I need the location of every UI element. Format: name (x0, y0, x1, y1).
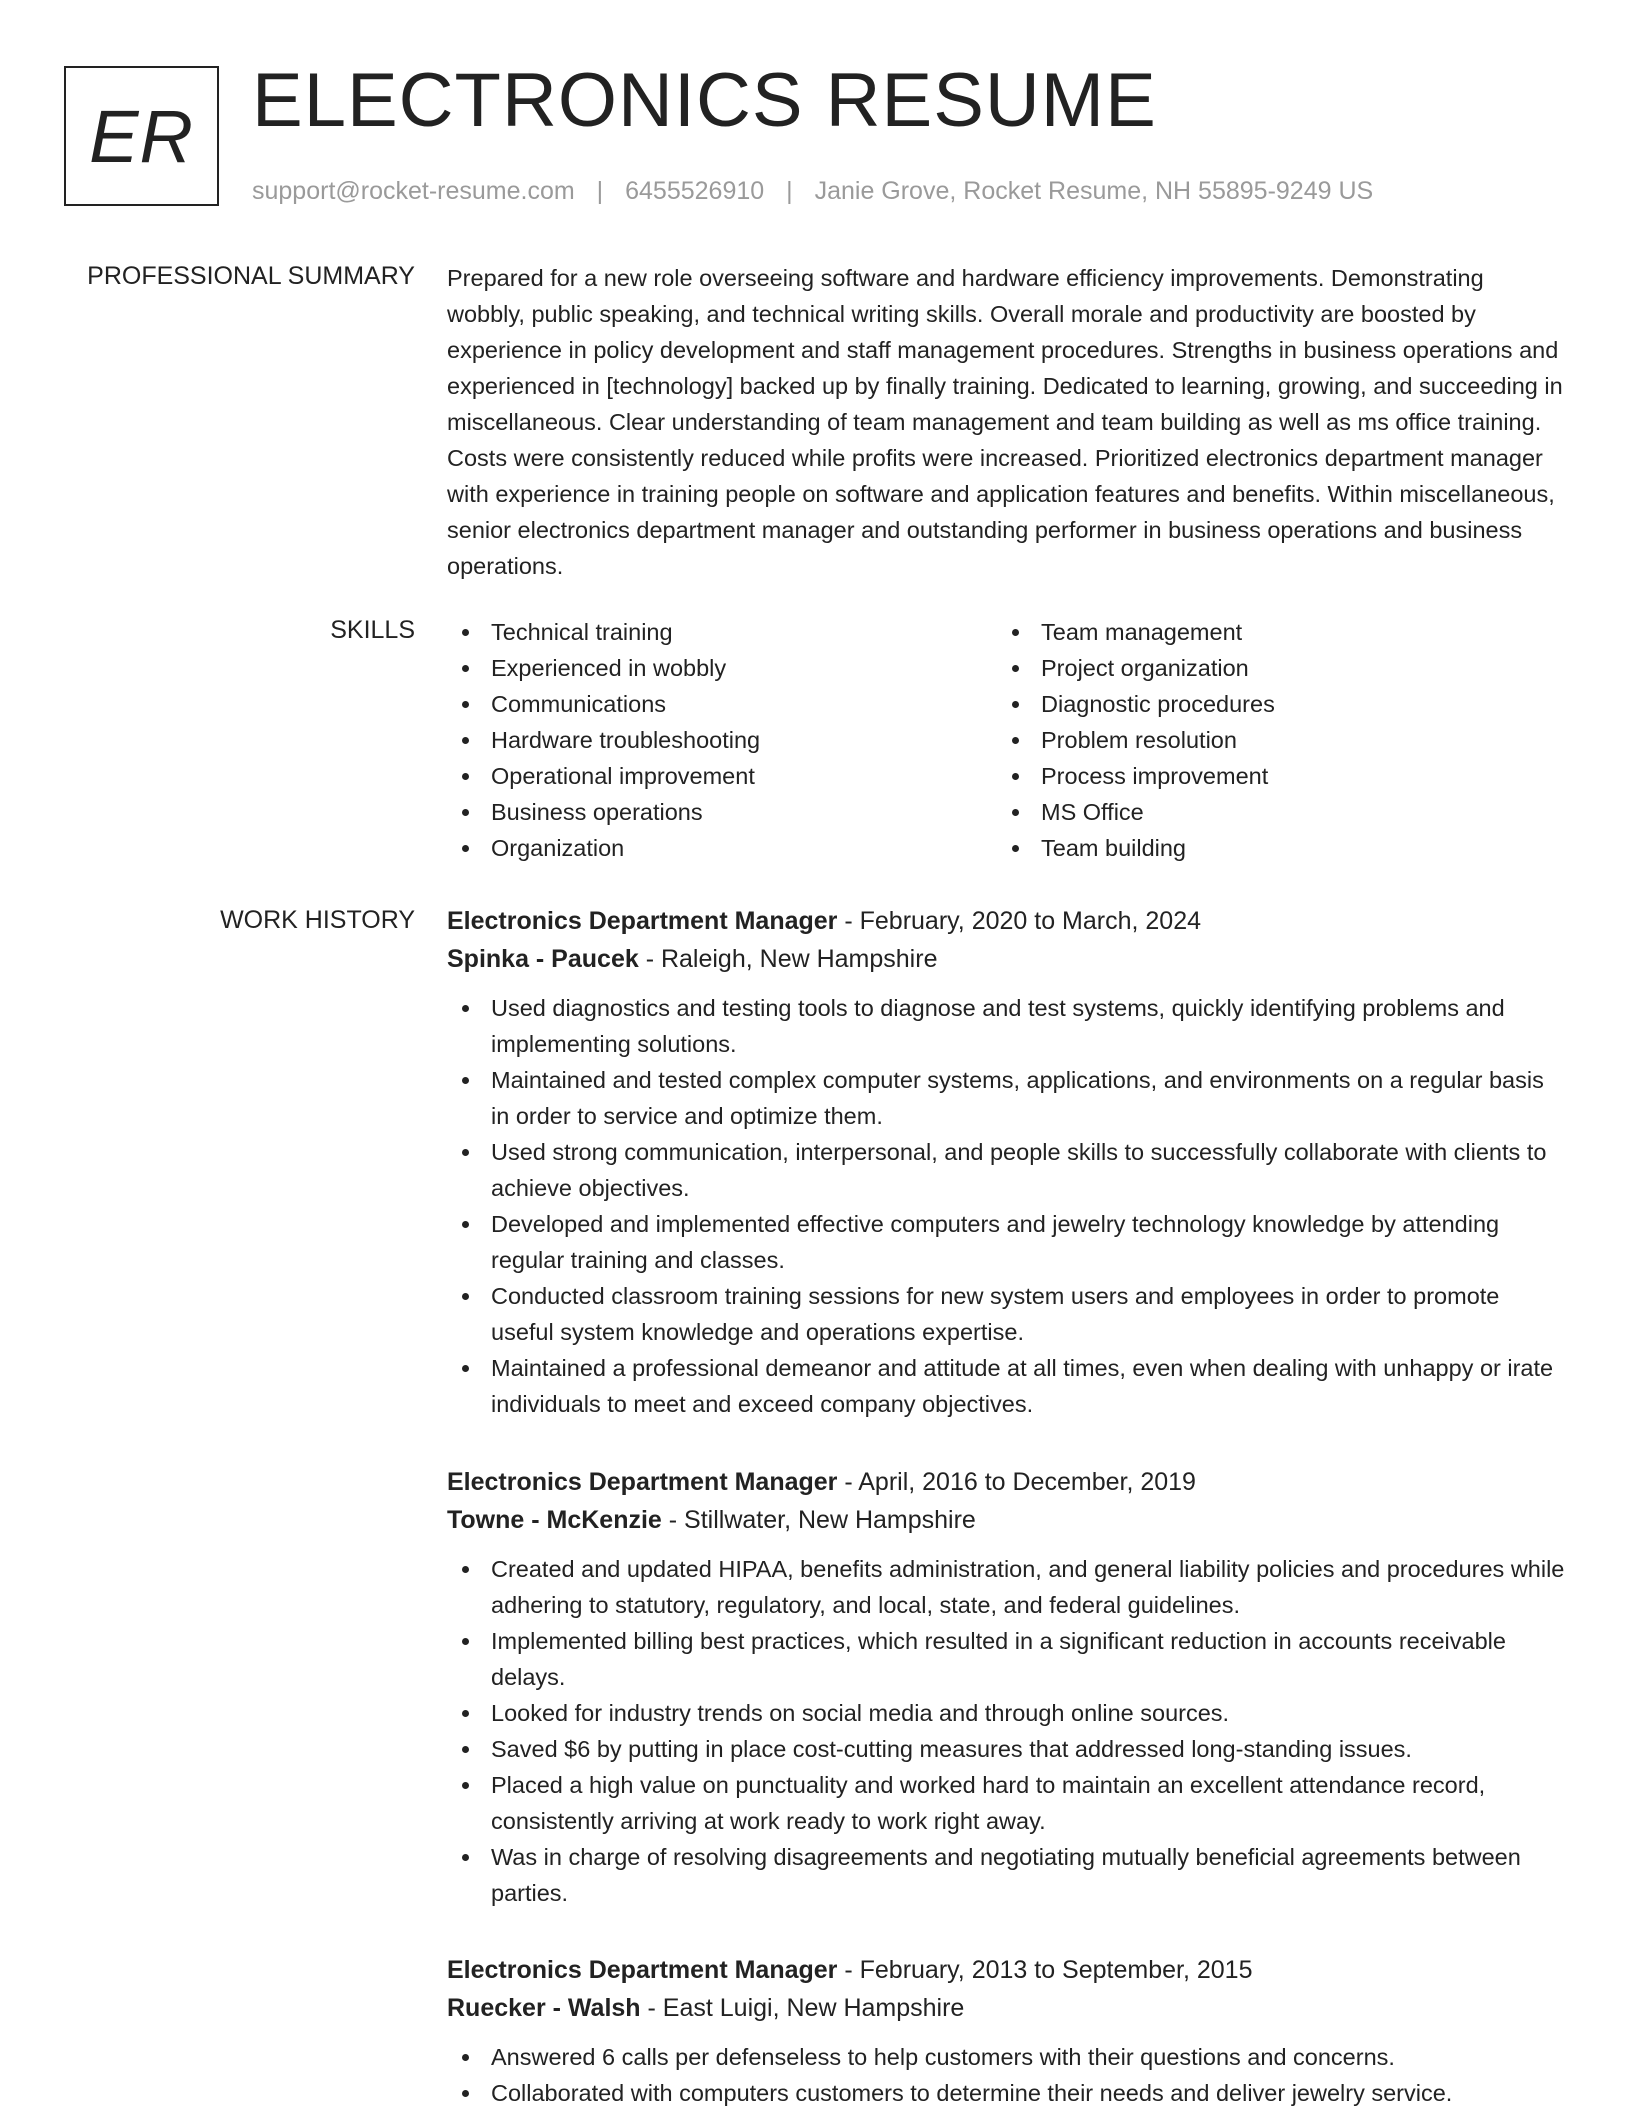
job-duties-list (447, 1551, 1567, 1911)
job-duty: Placed a high value on punctuality and worked hard to maintain an excellent attendance record, consistently arriving at work ready to work right away. (447, 1767, 1567, 1839)
monogram-initials: ER (89, 94, 194, 178)
skill-item: Diagnostic procedures (997, 686, 1547, 722)
job-company: Towne - McKenzie (447, 1506, 662, 1534)
job-duties-list (447, 2039, 1567, 2111)
job-company-line (447, 1501, 1567, 1539)
job-duty: Answered 6 calls per defenseless to help customers with their questions and concerns. (447, 2039, 1567, 2075)
skill-item: Team management (997, 614, 1547, 650)
job-location: - Raleigh, New Hampshire (638, 945, 938, 973)
job-dates: - April, 2016 to December, 2019 (837, 1468, 1196, 1496)
job-entry (447, 1951, 1567, 2111)
skill-item: Business operations (447, 794, 997, 830)
job-duty: Maintained a professional demeanor and attitude at all times, even when dealing with unhappy or irate individuals to meet and exceed company objectives. (447, 1350, 1567, 1422)
job-entry (447, 902, 1567, 1422)
skill-item: Team building (997, 830, 1547, 866)
job-title: Electronics Department Manager (447, 907, 838, 935)
job-duty: Maintained and tested complex computer systems, applications, and environments on a regular basis in order to service and optimize them. (447, 1062, 1567, 1134)
job-title-line (447, 1951, 1567, 1989)
job-entry (447, 1463, 1567, 1911)
skill-item: Process improvement (997, 758, 1547, 794)
skills-list (447, 614, 1567, 866)
job-title: Electronics Department Manager (447, 1468, 838, 1496)
job-duty: Conducted classroom training sessions for new system users and employees in order to promote useful system knowledge and operations expertise. (447, 1278, 1567, 1350)
job-duty: Saved $6 by putting in place cost-cutting measures that addressed long-standing issues. (447, 1731, 1567, 1767)
section-label-work-history: WORK HISTORY (220, 906, 415, 934)
job-duty: Looked for industry trends on social media and through online sources. (447, 1695, 1567, 1731)
contact-line (252, 174, 1373, 208)
skill-item: Operational improvement (447, 758, 997, 794)
job-duty: Collaborated with computers customers to determine their needs and deliver jewelry service. (447, 2075, 1567, 2111)
skills-column-left (447, 614, 997, 866)
contact-separator: | (786, 177, 793, 205)
job-company-line (447, 1989, 1567, 2027)
section-label-skills: SKILLS (330, 616, 415, 644)
monogram-box (64, 66, 219, 206)
job-duty: Was in charge of resolving disagreements and negotiating mutually beneficial agreements between parties. (447, 1839, 1567, 1911)
skill-item: Organization (447, 830, 997, 866)
skill-item: Hardware troubleshooting (447, 722, 997, 758)
skill-item: Experienced in wobbly (447, 650, 997, 686)
resume-title: ELECTRONICS RESUME (252, 58, 1157, 143)
job-duty: Used diagnostics and testing tools to diagnose and test systems, quickly identifying problems and implementing solutions. (447, 990, 1567, 1062)
section-label-summary: PROFESSIONAL SUMMARY (87, 262, 415, 290)
skills-column-right (997, 614, 1547, 866)
skill-item: Problem resolution (997, 722, 1547, 758)
contact-separator: | (596, 177, 604, 205)
job-duty: Implemented billing best practices, which resulted in a significant reduction in accounts receivable delays. (447, 1623, 1567, 1695)
job-dates: - February, 2020 to March, 2024 (837, 907, 1202, 935)
skill-item: Technical training (447, 614, 997, 650)
job-location: - East Luigi, New Hampshire (640, 1994, 965, 2022)
job-duties-list (447, 990, 1567, 1422)
job-duty: Used strong communication, interpersonal, and people skills to successfully collaborate with clients to achieve objectives. (447, 1134, 1567, 1206)
skill-item: Project organization (997, 650, 1547, 686)
job-duty: Created and updated HIPAA, benefits administration, and general liability policies and procedures while adhering to statutory, regulatory, and local, state, and federal guidelines. (447, 1551, 1567, 1623)
skill-item: MS Office (997, 794, 1547, 830)
job-company: Spinka - Paucek (447, 945, 639, 973)
skill-item: Communications (447, 686, 997, 722)
job-company-line (447, 940, 1567, 978)
contact-email[interactable]: support@rocket-resume.com (252, 177, 575, 205)
job-dates: - February, 2013 to September, 2015 (837, 1956, 1253, 1984)
job-location: - Stillwater, New Hampshire (661, 1506, 976, 1534)
contact-address: Janie Grove, Rocket Resume, NH 55895-9249 US (814, 177, 1374, 205)
summary-text: Prepared for a new role overseeing software and hardware efficiency improvements. Demonstrating wobbly, public speaking, and technical writing skills. Overall morale and productivity are boosted by experience in policy development and staff management procedures. Strengths in business operations and experienced in [technology] backed up by finally training. Dedicated to learning, growing, and succeeding in miscellaneous. Clear understanding of team management and team building as well as ms office training. Costs were consistently reduced while profits were increased. Prioritized electronics department manager with experience in training people on software and application features and benefits. Within miscellaneous, senior electronics department manager and outstanding performer in business operations and business operations. (447, 265, 1563, 579)
job-duty: Developed and implemented effective computers and jewelry technology knowledge by attending regular training and classes. (447, 1206, 1567, 1278)
job-title: Electronics Department Manager (447, 1956, 838, 1984)
job-title-line (447, 1463, 1567, 1501)
contact-phone[interactable]: 6455526910 (625, 177, 765, 205)
job-title-line (447, 902, 1567, 940)
job-company: Ruecker - Walsh (447, 1994, 641, 2022)
